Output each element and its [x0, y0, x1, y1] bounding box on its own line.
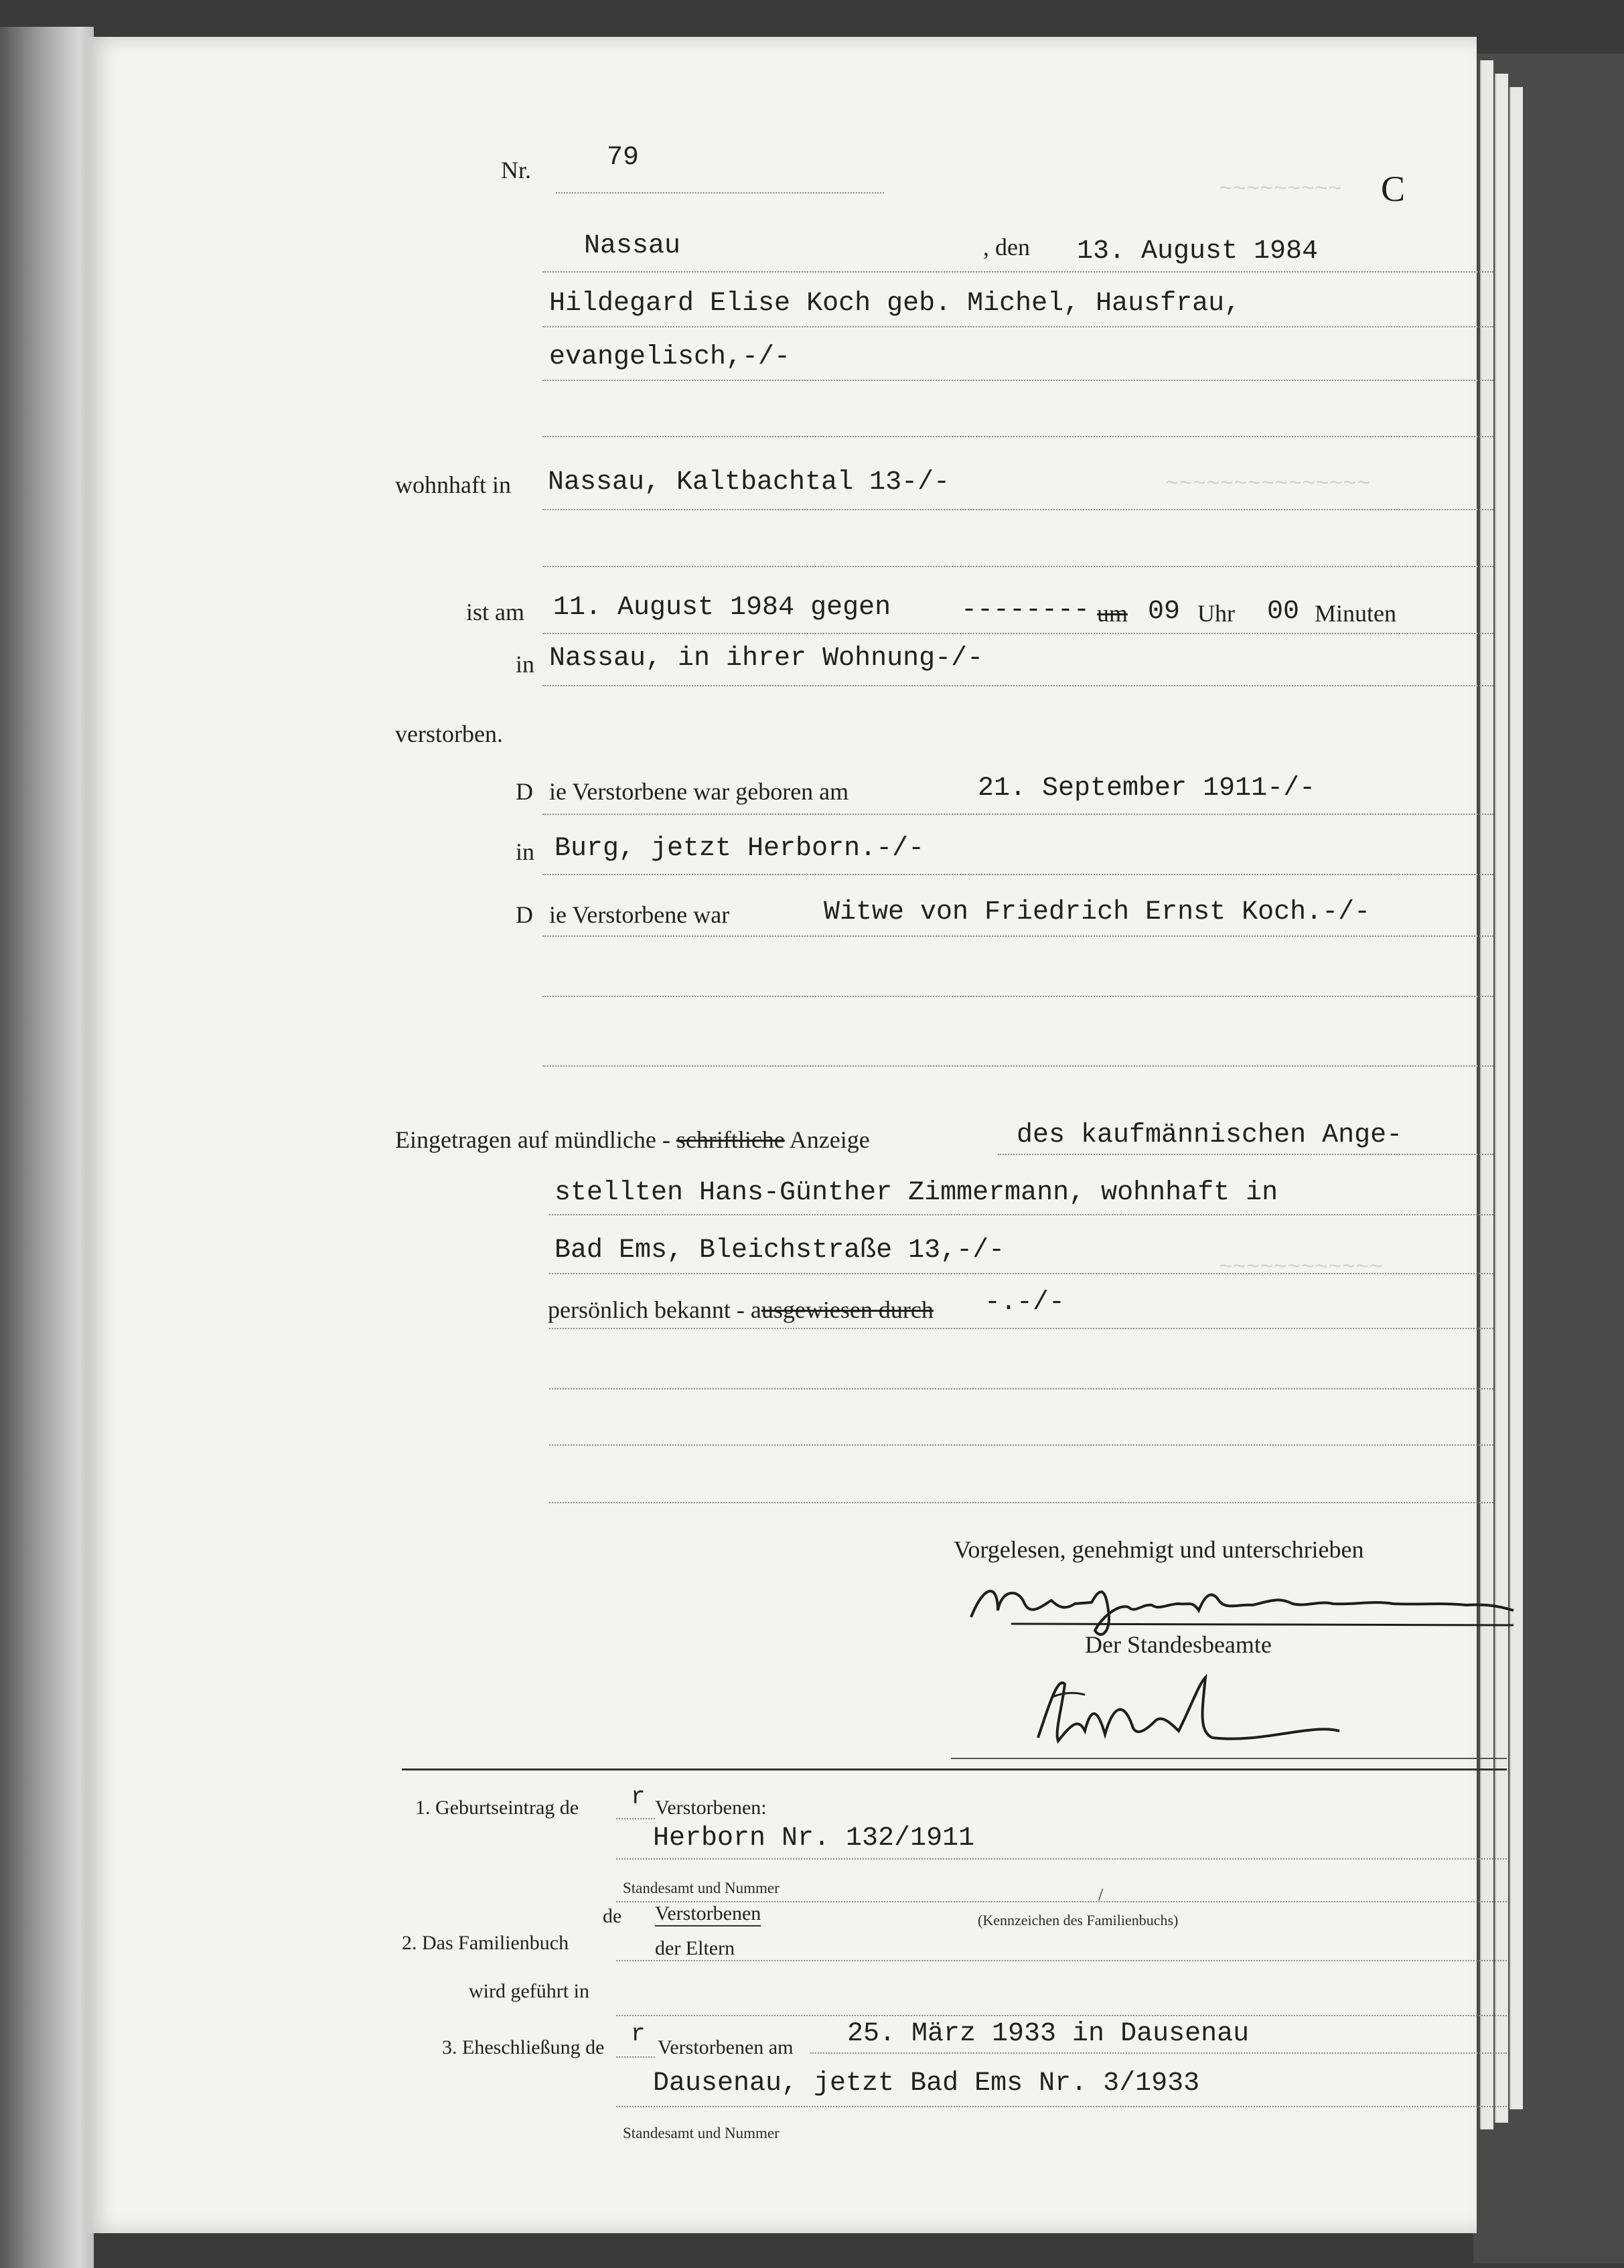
- item1-suffix-rule: [616, 1818, 655, 1819]
- item3-label: 3. Eheschließung de: [442, 2036, 605, 2058]
- birth-place: Burg, jetzt Herborn.-/-: [555, 834, 925, 864]
- residence-rule: [542, 509, 1493, 510]
- informant-line2: stellten Hans-Günther Zimmermann, wohnhaft in: [555, 1178, 1278, 1208]
- bleed-through-text: ~~~~~~~~~~~~: [1219, 1256, 1383, 1281]
- verstorben-label: verstorben.: [395, 721, 503, 747]
- item3-suffix: r: [631, 2020, 646, 2048]
- deceased-line2-rule: [542, 380, 1493, 381]
- bleed-through-text: ~~~~~~~~~~~~~~~: [1165, 472, 1371, 498]
- deceased-line2: evangelisch,-/-: [549, 342, 791, 372]
- place-value: Nassau: [584, 231, 681, 261]
- death-hour: 09: [1148, 597, 1181, 627]
- standesamt-label: Standesamt und Nummer: [623, 1880, 780, 1896]
- residence-value: Nassau, Kaltbachtal 13-/-: [548, 467, 950, 498]
- corner-letter: C: [1381, 169, 1406, 209]
- marital-blank-rule: [542, 996, 1493, 997]
- read-approved-label: Vorgelesen, genehmigt und unterschrieben: [954, 1536, 1364, 1563]
- informant-line3: Bad Ems, Bleichstraße 13,-/-: [555, 1235, 1005, 1266]
- residence-blank-rule: [542, 566, 1493, 567]
- known-rule: [549, 1328, 1493, 1329]
- item3-value2: Dausenau, jetzt Bad Ems Nr. 3/1933: [653, 2068, 1200, 2099]
- item2-label-a: 2. Das Familienbuch: [402, 1932, 569, 1954]
- birth-date: 21. September 1911-/-: [978, 773, 1316, 804]
- marital-prefix: D: [516, 901, 533, 928]
- minuten-label: Minuten: [1315, 600, 1396, 627]
- item3-value2-rule: [616, 2106, 1507, 2107]
- item1-value-rule: [616, 1858, 1507, 1860]
- death-place: Nassau, in ihrer Wohnung-/-: [549, 644, 984, 674]
- known-text: persönlich bekannt - a: [548, 1296, 761, 1323]
- page-edge-stack: [1509, 87, 1523, 2109]
- anzeige-text: Anzeige: [789, 1126, 870, 1153]
- birth-label: ie Verstorbene war geboren am: [549, 778, 849, 805]
- item2-de: de: [603, 1905, 622, 1927]
- eingetragen-label: [395, 1126, 870, 1154]
- deceased-line1-rule: [542, 326, 1493, 327]
- bleed-through-text: ~~~~~~~~~: [1219, 177, 1342, 203]
- footer-divider: [402, 1768, 1507, 1770]
- death-minutes: 00: [1267, 597, 1300, 627]
- informant-line2-rule: [549, 1214, 1493, 1215]
- kennzeichen-label: (Kennzeichen des Familienbuchs): [978, 1912, 1179, 1929]
- marital-value: Witwe von Friedrich Ernst Koch.-/-: [824, 897, 1371, 927]
- nr-label: Nr.: [501, 157, 531, 183]
- date-value: 13. August 1984: [1077, 236, 1319, 267]
- page-edge-stack: [1495, 74, 1508, 2123]
- item3-value1-rule: [810, 2052, 1507, 2054]
- known-label: [548, 1296, 934, 1324]
- informant-line1: des kaufmännischen Ange-: [1017, 1120, 1403, 1150]
- birth-in-label: in: [516, 838, 535, 865]
- informant-line3-rule: [549, 1273, 1493, 1274]
- slash-mark: /: [1098, 1885, 1104, 1904]
- uhr-label: Uhr: [1197, 600, 1235, 627]
- marital-rule: [542, 935, 1493, 937]
- item2-wird-rule: [616, 2015, 1507, 2016]
- den-label: , den: [983, 234, 1030, 260]
- ist-am-label: ist am: [466, 599, 524, 625]
- blank-rule-b: [549, 1444, 1493, 1446]
- item1-suffix: r: [631, 1783, 646, 1811]
- marital-label: ie Verstorbene war: [549, 901, 730, 928]
- nr-value: 79: [607, 143, 640, 173]
- item3-value1: 25. März 1933 in Dausenau: [847, 2019, 1250, 2049]
- book-left-page-edge: [0, 27, 94, 2268]
- struck-dashes: --------: [961, 595, 1090, 625]
- blank-rule-a: [549, 1388, 1493, 1389]
- item1-label-b: Verstorbenen:: [655, 1797, 767, 1819]
- place-date-line: [542, 271, 1493, 273]
- death-place-rule: [542, 685, 1493, 686]
- struck-ausgewiesen: usgewiesen durch: [761, 1296, 934, 1323]
- blank-rule-c: [549, 1502, 1493, 1503]
- known-suffix: -.-/-: [984, 1288, 1065, 1318]
- um-label: um: [1097, 600, 1128, 627]
- registrar-label: Der Standesbeamte: [1085, 1631, 1272, 1658]
- death-in-label: in: [516, 651, 535, 678]
- item3-suffix-rule: [616, 2056, 655, 2058]
- item1-label: 1. Geburtseintrag de: [415, 1797, 579, 1819]
- nr-line: [556, 192, 884, 194]
- residence-label: wohnhaft in: [395, 471, 511, 498]
- death-date-rule: [542, 633, 1493, 634]
- death-date: 11. August 1984 gegen: [553, 593, 891, 623]
- item1-value: Herborn Nr. 132/1911: [653, 1823, 975, 1854]
- item2-label-b: wird geführt in: [469, 1980, 589, 2002]
- registrar-signature-rule: [951, 1758, 1507, 1759]
- registrar-signature: [1011, 1657, 1386, 1758]
- deceased-blank-rule: [542, 436, 1493, 437]
- item2-option2: der Eltern: [655, 1937, 735, 1959]
- marital-blank-rule2: [542, 1065, 1493, 1067]
- document-page: [87, 37, 1477, 2233]
- item2-option1: Verstorbenen: [655, 1902, 761, 1926]
- informant-line1-rule: [998, 1154, 1493, 1155]
- item2-option2-rule: [616, 1960, 1507, 1961]
- eingetragen-text: Eingetragen auf mündliche -: [395, 1126, 670, 1153]
- birth-place-rule: [542, 874, 1493, 875]
- deceased-line1: Hildegard Elise Koch geb. Michel, Hausfrau,: [549, 289, 1241, 319]
- birth-date-rule: [542, 814, 1493, 815]
- page-edge-stack: [1480, 60, 1493, 2129]
- item3-label-b: Verstorbenen am: [658, 2036, 794, 2058]
- birth-prefix: D: [516, 778, 533, 805]
- struck-schriftliche: schriftliche: [676, 1126, 785, 1153]
- standesamt-label-2: Standesamt und Nummer: [623, 2125, 780, 2141]
